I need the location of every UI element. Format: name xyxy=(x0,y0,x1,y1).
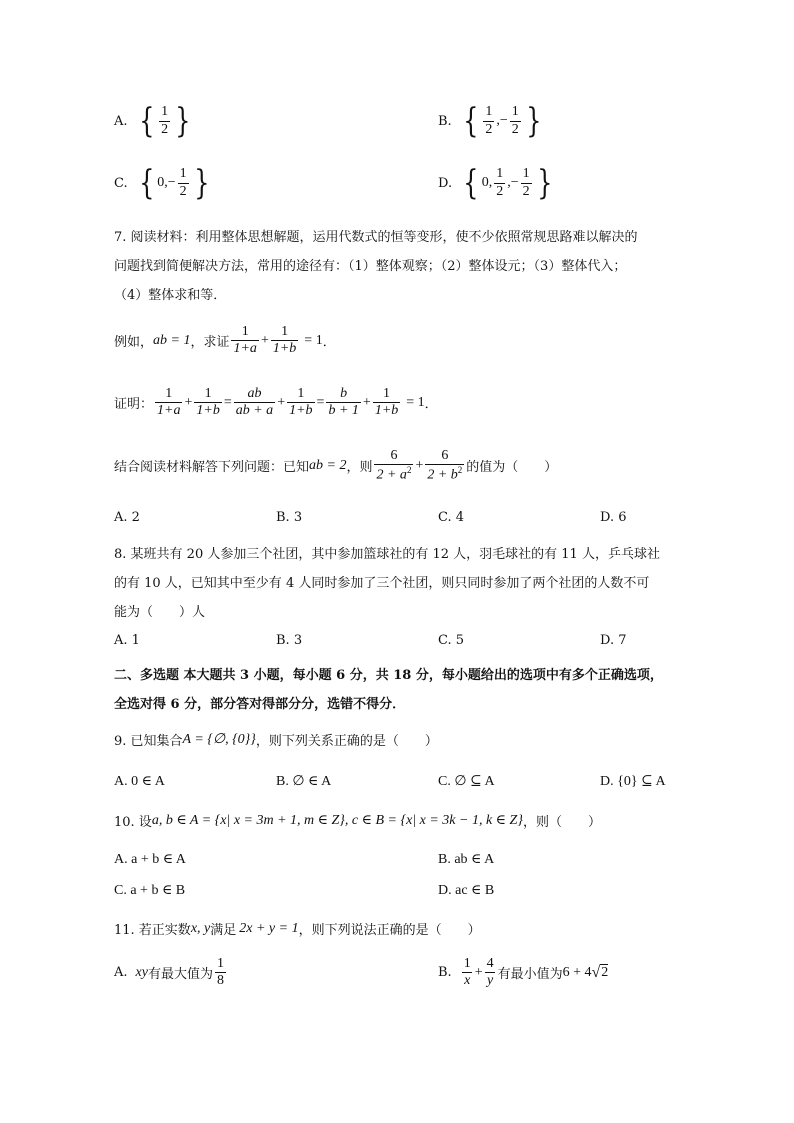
right-brace: } xyxy=(193,163,210,203)
q8-option-a: A. 1 xyxy=(114,633,140,648)
q10-option-a: A. a + b ∈ A xyxy=(114,852,186,867)
fraction: $\frac{1}{x}$ xyxy=(463,956,471,989)
fraction: $\frac{1}{2}$ xyxy=(496,166,504,199)
q8-text-line-1: 8. 某班共有 20 人参加三个社团，其中参加篮球社的有 12 人，羽毛球社的有 11 人，乒乓球社 xyxy=(114,547,660,562)
q7-example: 例如， ab = 1 ，求证 $\frac{1}{1+a}$ + $\frac{1}{1+b}$ = 1 ． xyxy=(114,324,336,357)
q7-text-line-1: 7. 阅读材料：利用整体思想解题，运用代数式的恒等变形，使不少依照常规思路难以解决的 xyxy=(114,230,638,245)
fraction: $\frac{1}{2}$ xyxy=(161,104,169,137)
q11-option-b: B. $\frac{1}{x}$ + $\frac{4}{y}$ 有最小值为 6 + 4 √ 2 xyxy=(438,956,609,989)
q9-stem: 9. 已知集合 A = {∅, {0}} ，则下列关系正确的是（ ） xyxy=(114,732,438,749)
q8-text-line-2: 的有 10 人，已知其中至少有 4 人同时参加了三个社团，则只同时参加了两个社团的人数不可 xyxy=(114,576,650,591)
left-brace: { xyxy=(138,101,154,141)
fraction: $\frac{1}{8}$ xyxy=(216,956,224,989)
q11-stem: 11. 若正实数 x, y 满足 2x + y = 1 ，则下列说法正确的是（ ） xyxy=(114,920,481,938)
q10-option-d: D. ac ∈ B xyxy=(438,883,495,898)
q9-option-d: D. {0} ⊆ A xyxy=(600,774,666,789)
q8-text-line-3: 能为（ ）人 xyxy=(114,605,206,620)
q7-text-line-2: 问题找到简便解决方法，常用的途径有：（1）整体观察；（2）整体设元；（3）整体代入； xyxy=(114,259,627,274)
option-label: C. xyxy=(114,175,128,191)
q6-option-b: B. { $\frac{1}{2}$ , − $\frac{1}{2}$ } xyxy=(438,101,542,141)
q9-option-b: B. ∅ ∈ A xyxy=(276,774,332,789)
option-label: B. xyxy=(438,113,452,129)
fraction: $\frac{1}{2}$ xyxy=(485,104,493,137)
q11-option-a: A. xy 有最大值为 $\frac{1}{8}$ xyxy=(114,956,224,989)
q7-option-d: D. 6 xyxy=(600,510,627,525)
fraction: $\frac{1}{1+a}$ xyxy=(157,386,181,419)
option-label: A. xyxy=(114,113,128,129)
q7-text-line-3: （4）整体求和等． xyxy=(114,288,227,303)
sqrt-sign: √ xyxy=(591,963,601,981)
q10-stem: 10. 设 a, b ∈ A = {x| x = 3m + 1, m ∈ Z}, c ∈ B = {x| x = 3k − 1, k ∈ Z} ，则（ ） xyxy=(114,813,601,830)
left-brace: { xyxy=(462,101,479,141)
fraction: $\frac{4}{y}$ xyxy=(486,956,494,989)
q7-proof: 证明： $\frac{1}{1+a}$ + $\frac{1}{1+b}$ = $\frac{ab}{ab + a}$ + $\frac{1}{1+b}$ = $\frac{b}{b + 1}$ + $\frac{1}{1+b}$ = 1 ． xyxy=(114,386,438,419)
q7-option-a: A. 2 xyxy=(114,510,140,525)
fraction: $\frac{1}{2}$ xyxy=(511,104,519,137)
section-heading-line-1: 二、多选题 本大题共 3 小题，每小题 6 分，共 18 分，每小题给出的选项中有多个正确选项， xyxy=(114,668,663,683)
option-label: D. xyxy=(438,175,453,191)
fraction: $\frac{b}{b + 1}$ xyxy=(328,386,359,419)
q8-option-b: B. 3 xyxy=(276,633,303,648)
right-brace: } xyxy=(175,101,191,141)
right-brace: } xyxy=(536,163,553,203)
section-heading-line-2: 全选对得 6 分，部分答对得部分分，选错不得分． xyxy=(114,697,406,712)
q8-option-d: D. 7 xyxy=(600,633,627,648)
q9-option-a: A. 0 ∈ A xyxy=(114,774,165,789)
q10-option-c: C. a + b ∈ B xyxy=(114,883,186,898)
fraction: $\frac{6}{2 + a^2}$ xyxy=(376,448,412,483)
left-brace: { xyxy=(463,163,479,203)
q10-option-b: B. ab ∈ A xyxy=(438,852,495,867)
fraction: $\frac{ab}{ab + a}$ xyxy=(235,386,274,419)
q8-option-c: C. 5 xyxy=(438,633,465,648)
fraction: $\frac{1}{1+b}$ xyxy=(272,324,297,357)
left-brace: { xyxy=(138,163,155,203)
fraction: $\frac{1}{1+b}$ xyxy=(289,386,313,419)
fraction: $\frac{1}{2}$ xyxy=(179,166,187,199)
fraction: $\frac{1}{1+b}$ xyxy=(196,386,220,419)
fraction: $\frac{1}{2}$ xyxy=(522,166,530,199)
fraction: $\frac{1}{1+b}$ xyxy=(374,386,399,419)
q6-option-d: D. { 0 , $\frac{1}{2}$ , − $\frac{1}{2}$ } xyxy=(438,163,553,203)
q6-option-a xyxy=(114,101,194,141)
q9-option-c: C. ∅ ⊆ A xyxy=(438,774,495,789)
q6-option-c: C. { 0 , − $\frac{1}{2}$ } xyxy=(114,163,210,203)
q7-option-b: B. 3 xyxy=(276,510,303,525)
fraction: $\frac{6}{2 + b^2}$ xyxy=(427,448,463,483)
q7-problem: 结合阅读材料解答下列问题：已知 ab = 2 ，则 $\frac{6}{2 + a^2}$ + $\frac{6}{2 + b^2}$ 的值为（ ） xyxy=(114,448,558,483)
q7-option-c: C. 4 xyxy=(438,510,465,525)
right-brace: } xyxy=(525,101,542,141)
fraction: $\frac{1}{1+a}$ xyxy=(233,324,257,357)
